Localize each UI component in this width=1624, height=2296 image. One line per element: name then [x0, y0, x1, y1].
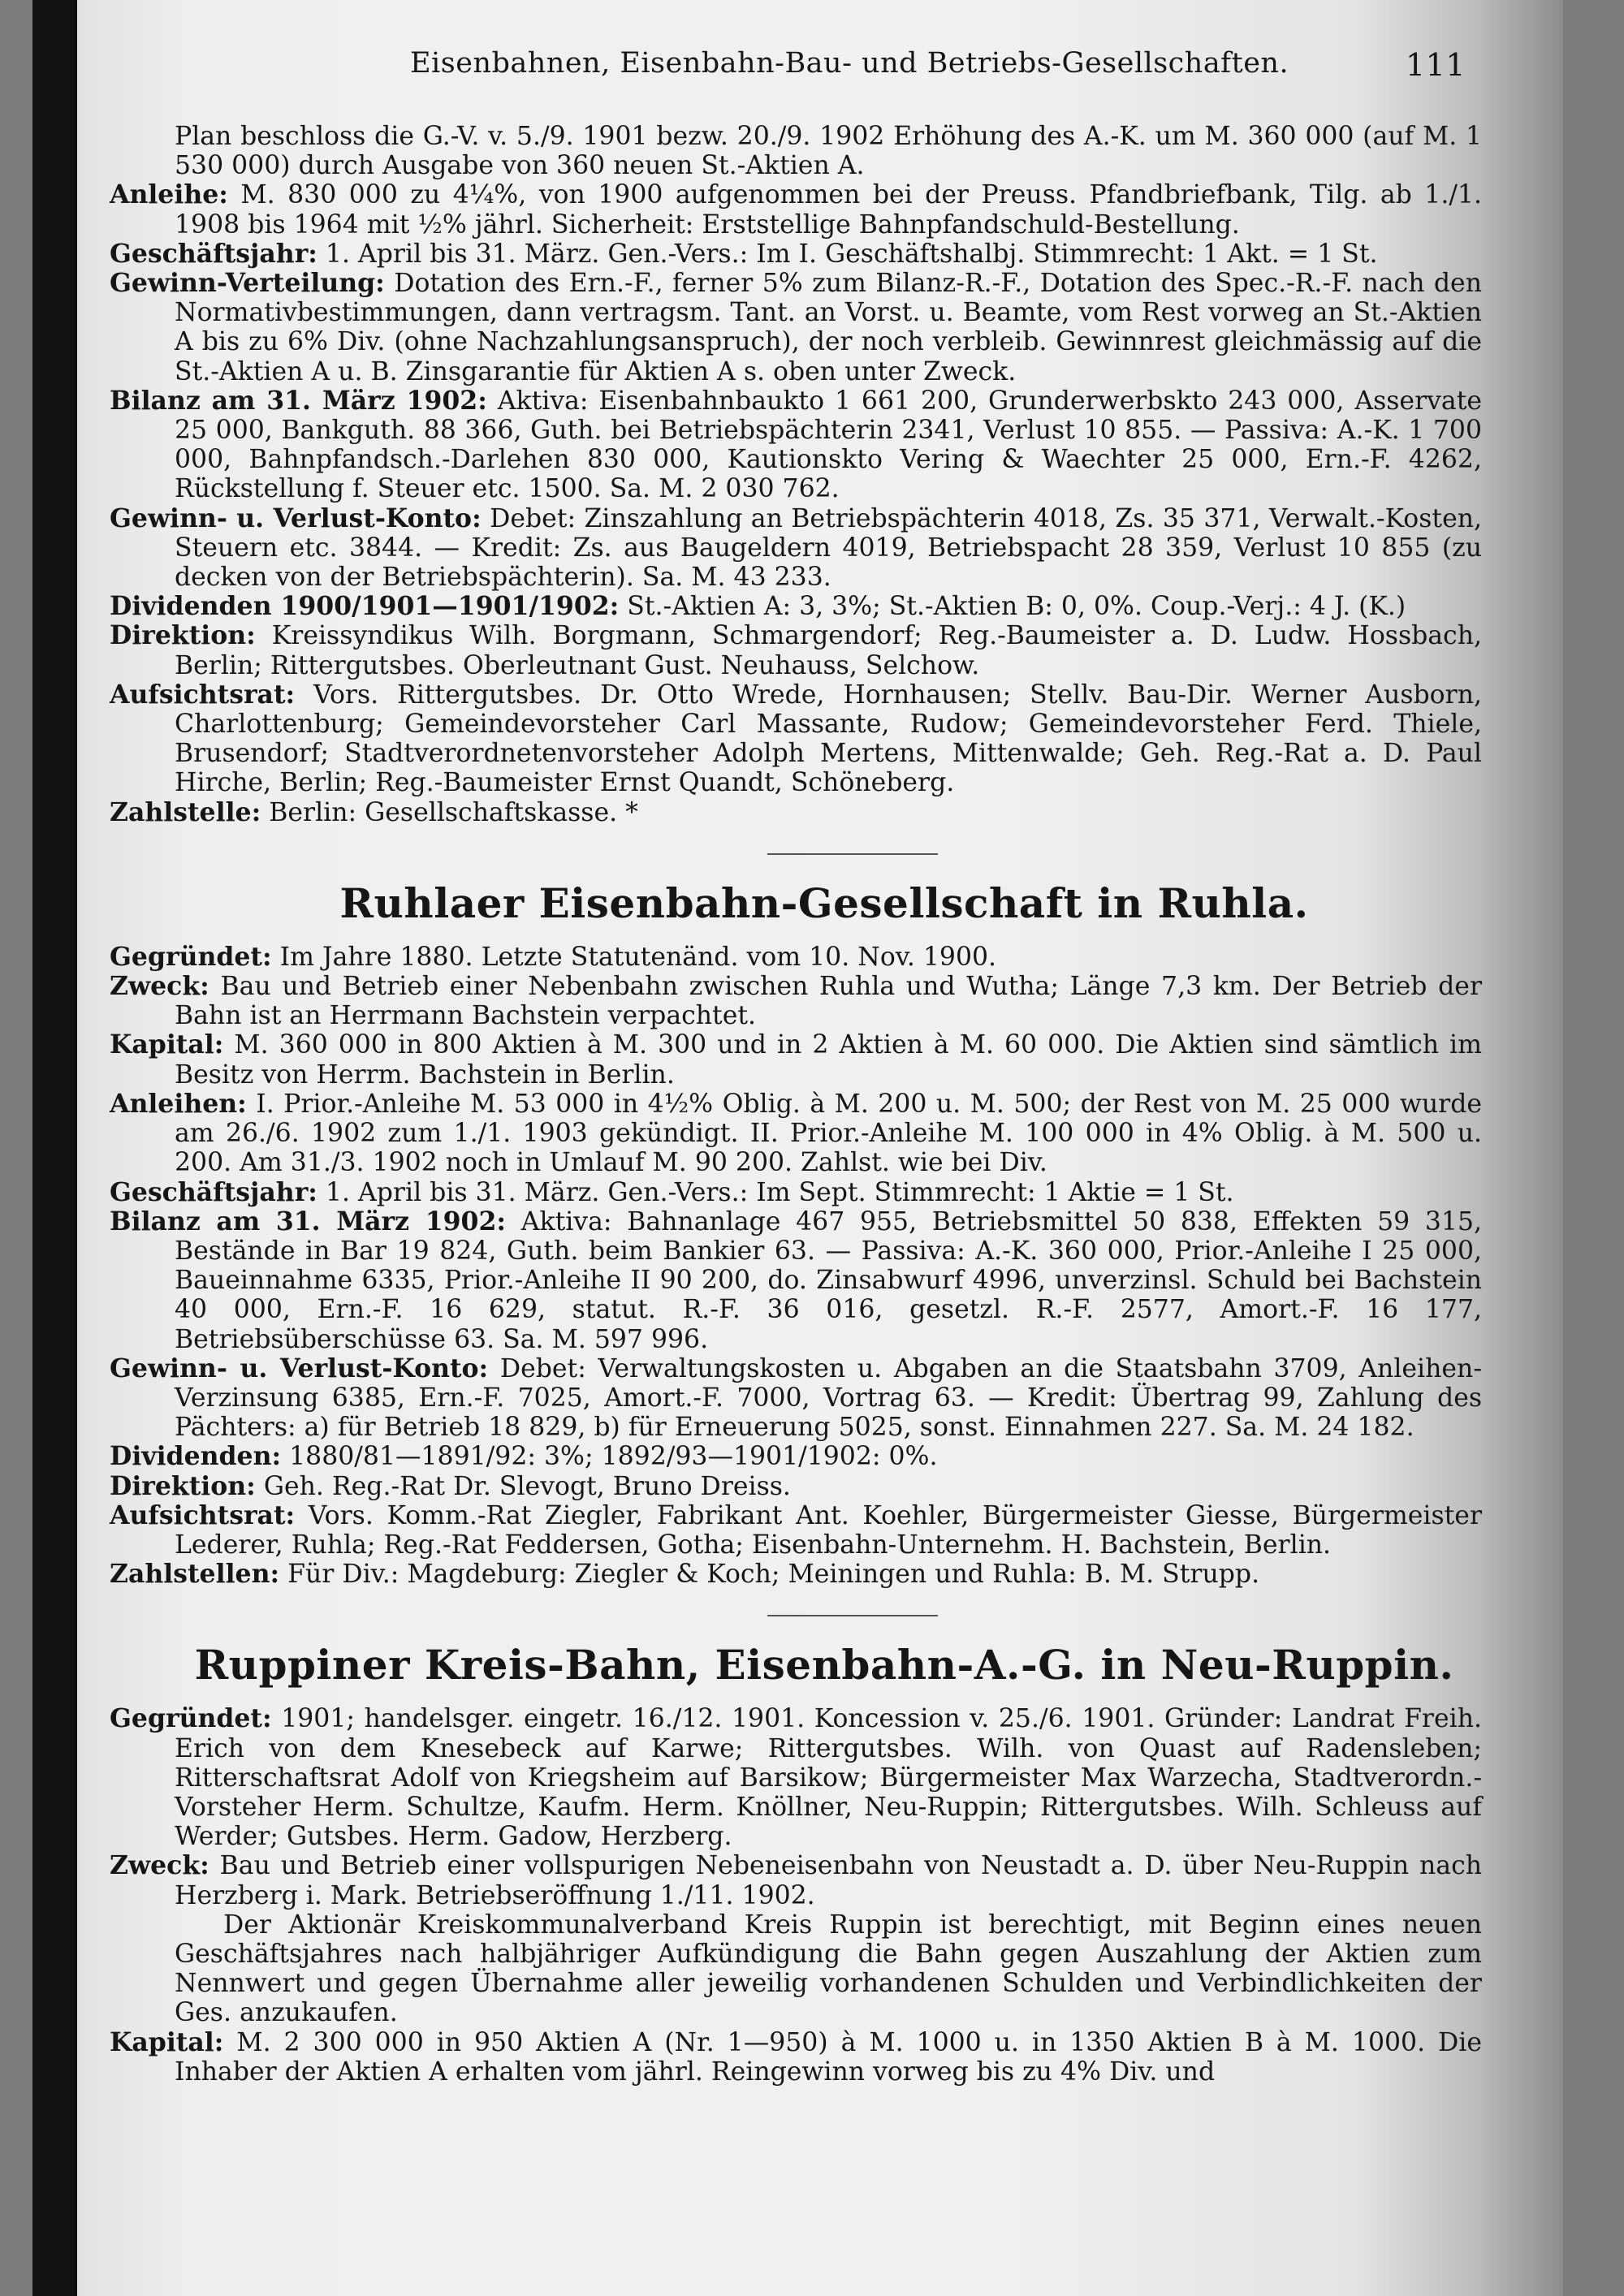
entry-bilanz: [110, 1207, 1482, 1354]
entry-anleihen: [110, 1090, 1482, 1178]
entry-text: Dotation des Ern.-F., ferner 5% zum Bilanz-R.-F., Dotation des Spec.-R.-F. nach den Normativbestimmungen, dann vertragsm. Tant. an Vorst. u. Beamte, vom Rest vorweg an St.-Aktien A bis zu 6% Div. (ohne Nachzahlungsanspruch), der noch verbleib. Gewinnrest gleichmässig auf die St.-Aktien A u. B. Zinsgarantie für Aktien A s. oben unter Zweck.: [175, 269, 1482, 386]
entry-gegruendet: [110, 943, 1482, 972]
entry-text: Plan beschloss die G.-V. v. 5./9. 1901 bezw. 20./9. 1902 Erhöhung des A.-K. um M. 360 000 (auf M. 1 530 000) durch Ausgabe von 360 neuen St.-Aktien A.: [175, 122, 1482, 181]
entry-text: Debet: Zinszahlung an Betriebspächterin 4018, Zs. 35 371, Verwalt.-Kosten, Steuern etc. 3844. — Kredit: Zs. aus Baugeldern 4019, Betriebspacht 28 359, Verlust 10 855 (zu decken von der Betriebspächterin). Sa. M. 43 233.: [175, 503, 1483, 593]
entry-label: Gegründet:: [110, 941, 272, 972]
entry-text: Kreissyndikus Wilh. Borgmann, Schmargendorf; Reg.-Baumeister a. D. Ludw. Hossbach, Berlin; Rittergutsbes. Oberleutnant Gust. Neuhauss, Selchow.: [175, 621, 1483, 680]
entry-label: Gewinn- u. Verlust-Konto:: [110, 1353, 489, 1383]
entry-label: Direktion:: [110, 1470, 256, 1501]
entry-dividenden: [110, 1442, 1482, 1471]
entry-text: Geh. Reg.-Rat Dr. Slevogt, Bruno Dreiss.: [263, 1471, 791, 1501]
entry-kapital: [110, 2028, 1482, 2087]
entry-text: Aktiva: Bahnanlage 467 955, Betriebsmittel 50 838, Effekten 59 315, Bestände in Bar 19 824, Guth. beim Bankier 63. — Passiva: A.-K. 360 000, Prior.-Anleihe I 25 000, Baueinnahme 6335, Prior.-Anleihe II 90 200, do. Zinsabwurf 4996, unverzinsl. Schuld bei Bachstein 40 000, Ern.-F. 16 629, statut. R.-F. 36 016, gesetzl. R.-F. 2577, Amort.-F. 16 177, Betriebsüberschüsse 63. Sa. M. 597 996.: [175, 1206, 1483, 1354]
entry-text: Vors. Rittergutsbes. Dr. Otto Wrede, Hornhausen; Stellv. Bau-Dir. Werner Ausborn, Charlottenburg; Gemeindevorsteher Carl Massante, Rudow; Gemeindevorsteher Ferd. Thiele, Brusendorf; Stadtverordnetenvorsteher Adolph Mertens, Mittenwalde; Geh. Reg.-Rat a. D. Paul Hirche, Berlin; Reg.-Baumeister Ernst Quandt, Schöneberg.: [175, 680, 1482, 798]
entry-gewinn-verlust-konto: [110, 1354, 1482, 1443]
document-page: [77, 0, 1563, 2296]
entry-text: 1. April bis 31. März. Gen.-Vers.: Im I. Geschäftshalbj. Stimmrecht: 1 Akt. = 1 St.: [325, 239, 1378, 269]
entry-label: Aufsichtsrat:: [110, 1500, 296, 1530]
entry-text: Für Div.: Magdeburg: Ziegler & Koch; Meiningen und Ruhla: B. M. Strupp.: [287, 1560, 1260, 1590]
entry-gewinn-verteilung: [110, 269, 1482, 386]
entry-label: Gegründet:: [110, 1703, 272, 1734]
text-body: [110, 122, 1482, 2087]
section-divider: [767, 853, 938, 855]
entry-zahlstelle: [110, 798, 1482, 827]
entry-zweck: [110, 1851, 1482, 1910]
entry-text: Berlin: Gesellschaftskasse. *: [269, 797, 638, 827]
entry-direktion: [110, 621, 1482, 680]
entry-text: 1880/81—1891/92: 3%; 1892/93—1901/1902: 0%.: [289, 1442, 938, 1472]
entry-text: M. 2 300 000 in 950 Aktien A (Nr. 1—950) à M. 1000 u. in 1350 Aktien B à M. 1000. Die Inhaber der Aktien A erhalten vom jährl. Reingewinn vorweg bis zu 4% Div. und: [175, 2027, 1483, 2087]
running-head-title: Eisenbahnen, Eisenbahn-Bau- und Betriebs-Gesellschaften.: [410, 47, 1289, 80]
entry-text: St.-Aktien A: 3, 3%; St.-Aktien B: 0, 0%. Coup.-Verj.: 4 J. (K.): [627, 592, 1406, 622]
entry-zweck: [110, 972, 1482, 1030]
entry-label: Kapital:: [110, 2026, 224, 2057]
book-binding-edge: [32, 0, 77, 2296]
entry-aufsichtsrat: [110, 1501, 1482, 1560]
entry-geschaeftsjahr: [110, 240, 1482, 269]
entry-text: Bau und Betrieb einer vollspurigen Nebeneisenbahn von Neustadt a. D. über Neu-Ruppin nach Herzberg i. Mark. Betriebseröffnung 1./11. 1902.: [175, 1851, 1482, 1910]
entry-kapital: [110, 1030, 1482, 1089]
entry-text: Im Jahre 1880. Letzte Statutenänd. vom 10. Nov. 1900.: [279, 942, 997, 972]
entry-anleihe: [110, 180, 1482, 239]
entry-label: Kapital:: [110, 1029, 224, 1060]
entry-text: 1901; handelsger. eingetr. 16./12. 1901. Koncession v. 25./6. 1901. Gründer: Landrat Freih. Erich von dem Knesebeck auf Karwe; Rittergutsbes. Wilh. von Quast auf Radensleben; Ritterschaftsrat Adolf von Kriegsheim auf Barsikow; Bürgermeister Max Warzecha, Stadtverordn.-Vorsteher Herm. Schultze, Kaufm. Herm. Knöllner, Neu-Ruppin; Rittergutsbes. Wilh. Schleuss auf Werder; Gutsbes. Herm. Gadow, Herzberg.: [175, 1704, 1482, 1852]
entry-aufsichtsrat: [110, 680, 1482, 798]
entry-label: Aufsichtsrat:: [110, 679, 296, 710]
entry-gewinn-verlust-konto: [110, 504, 1482, 593]
running-head: [337, 47, 1466, 88]
entry-text: Aktiva: Eisenbahnbaukto 1 661 200, Grunderwerbskto 243 000, Asservate 25 000, Bankguth. 88 366, Guth. bei Betriebspächterin 2341, Verlust 10 855. — Passiva: A.-K. 1 700 000, Bahnpfandsch.-Darlehen 830 000, Kautionskto Vering & Waechter 25 000, Ern.-F. 4262, Rückstellung f. Steuer etc. 1500. Sa. M. 2 030 762.: [175, 386, 1482, 504]
entry-label: Dividenden:: [110, 1441, 282, 1472]
entry-text: Bau und Betrieb einer Nebenbahn zwischen Ruhla und Wutha; Länge 7,3 km. Der Betrieb der Bahn ist an Herrmann Bachstein verpachtet.: [175, 972, 1482, 1031]
entry-label: Geschäftsjahr:: [110, 238, 317, 269]
section-divider: [767, 1615, 938, 1616]
entry-zweck-paragraph: [110, 1910, 1482, 2028]
entry-label: Zweck:: [110, 1850, 209, 1881]
company-heading-ruhla: Ruhlaer Eisenbahn-Gesellschaft in Ruhla.: [339, 878, 1309, 927]
entry-label: Dividenden 1900/1901—1901/1902:: [110, 591, 620, 622]
entry-direktion: [110, 1472, 1482, 1501]
page-number: 111: [1405, 47, 1466, 83]
entry-label: Anleihen:: [110, 1088, 247, 1119]
entry-label: Zweck:: [110, 971, 209, 1002]
entry-zahlstellen: [110, 1560, 1482, 1589]
entry-gegruendet: [110, 1704, 1482, 1851]
entry-label: Anleihe:: [110, 179, 228, 210]
entry-text: M. 830 000 zu 4¼%, von 1900 aufgenommen bei der Preuss. Pfandbriefbank, Tilg. ab 1./1. 1908 bis 1964 mit ½% jährl. Sicherheit: Erststellige Bahnpfandschuld-Bestellung.: [175, 180, 1482, 240]
entry-bilanz: [110, 386, 1482, 504]
entry-text: Der Aktionär Kreiskommunalverband Kreis Ruppin ist berechtigt, mit Beginn eines neuen Geschäftsjahres nach halbjähriger Aufkündigung die Bahn gegen Auszahlung der Aktien zum Nennwert und gegen Übernahme aller jeweilig vorhandenen Schulden und Verbindlichkeiten der Ges. anzukaufen.: [175, 1910, 1482, 2028]
entry-label: Zahlstellen:: [110, 1559, 280, 1590]
entry-text: M. 360 000 in 800 Aktien à M. 300 und in 2 Aktien à M. 60 000. Die Aktien sind sämtlich im Besitz von Herrm. Bachstein in Berlin.: [175, 1030, 1482, 1090]
entry-label: Zahlstelle:: [110, 796, 261, 827]
entry-text: I. Prior.-Anleihe M. 53 000 in 4½% Oblig. à M. 200 u. M. 500; der Rest von M. 25 000 wurde am 26./6. 1902 zum 1./1. 1903 gekündigt. II. Prior.-Anleihe M. 100 000 in 4% Oblig. à M. 500 u. 200. Am 31./3. 1902 noch in Umlauf M. 90 200. Zahlst. wie bei Div.: [175, 1089, 1483, 1178]
entry-geschaeftsjahr: [110, 1178, 1482, 1207]
entry-plan-continuation: [110, 122, 1482, 180]
entry-label: Bilanz am 31. März 1902:: [110, 385, 487, 416]
entry-text: Debet: Verwaltungskosten u. Abgaben an die Staatsbahn 3709, Anleihen-Verzinsung 6385, Ern.-F. 7025, Amort.-F. 7000, Vortrag 63. — Kredit: Übertrag 99, Zahlung des Pächters: a) für Betrieb 18 829, b) für Erneuerung 5025, sonst. Einnahmen 227. Sa. M. 24 182.: [175, 1353, 1482, 1443]
entry-text: Vors. Komm.-Rat Ziegler, Fabrikant Ant. Koehler, Bürgermeister Giesse, Bürgermeister Lederer, Ruhla; Reg.-Rat Feddersen, Gotha; Eisenbahn-Unternehm. H. Bachstein, Berlin.: [175, 1500, 1482, 1560]
entry-label: Direktion:: [110, 620, 256, 651]
entry-label: Gewinn- u. Verlust-Konto:: [110, 503, 482, 533]
entry-dividenden: [110, 592, 1482, 621]
entry-text: 1. April bis 31. März. Gen.-Vers.: Im Sept. Stimmrecht: 1 Aktie = 1 St.: [325, 1177, 1234, 1207]
entry-label: Gewinn-Verteilung:: [110, 268, 385, 299]
entry-label: Bilanz am 31. März 1902:: [110, 1206, 507, 1236]
entry-label: Geschäftsjahr:: [110, 1176, 317, 1207]
company-heading-ruppin: Ruppiner Kreis-Bahn, Eisenbahn-A.-G. in Neu-Ruppin.: [194, 1641, 1454, 1690]
page-content: [77, 0, 1482, 2296]
